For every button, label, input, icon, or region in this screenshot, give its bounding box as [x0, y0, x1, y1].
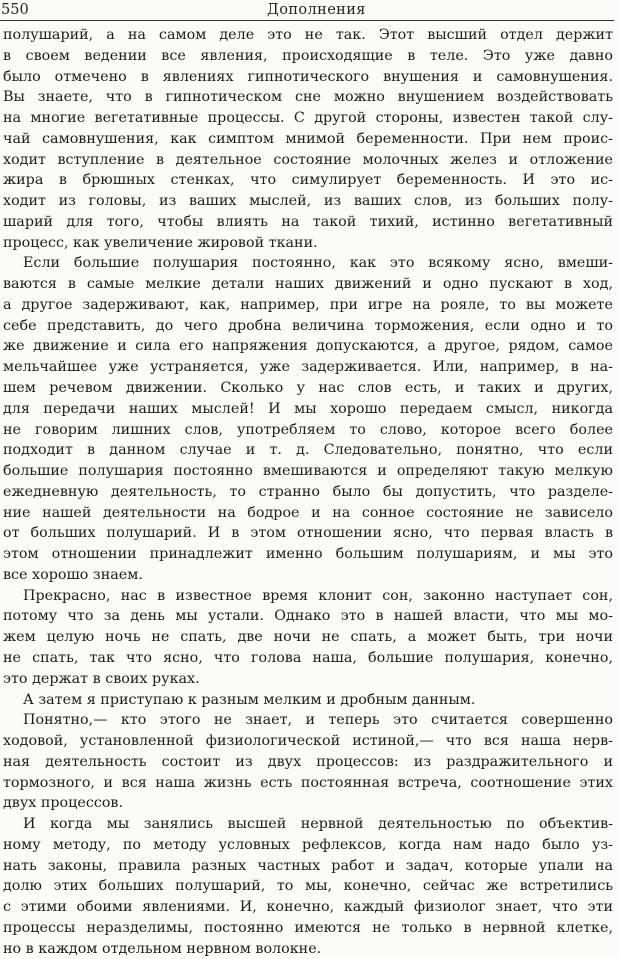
- text-line: шарий для того, чтобы влиять на такой тихий, истинно вегетативный: [3, 213, 613, 230]
- text-line: было отмечено в явлениях гипнотического внушения и самовнушения.: [3, 68, 613, 85]
- text-line: же движение и сила его напряжения допускаются, а другое, рядом, самое: [3, 338, 613, 355]
- text-line: потому что за день мы устали. Однако это в нашей власти, что мы мо-: [3, 608, 613, 625]
- text-line: не говорим лишних слов, употребляем то слово, которое всего более: [3, 421, 613, 438]
- text-line: жира в брюшных стенках, что симулирует беременность. И это ис-: [3, 172, 613, 189]
- text-line: на многие вегетативные процессы. С другой стороны, известен такой слу-: [3, 110, 613, 127]
- text-line: Прекрасно, нас в известное время клонит сон, законно наступает сон,: [23, 587, 613, 604]
- body-text: [3, 25, 613, 959]
- text-line: Если большие полушария постоянно, как это всякому ясно, вмеши-: [23, 255, 613, 272]
- text-line: ваются в самые мелкие детали наших движений и одно пускают в ход,: [3, 276, 613, 293]
- text-line: от больших полушарий. И в этом отношении ясно, что первая власть в: [3, 525, 613, 542]
- text-line: двух процессов.: [3, 795, 124, 812]
- text-line: ходит вступление в деятельное состояние молочных желез и отложение: [3, 151, 613, 168]
- text-line: долю этих больших полушарий, то мы, конечно, сейчас же встретились: [3, 878, 613, 895]
- text-line: в своем ведении все явления, происходящие в теле. Это уже давно: [3, 47, 613, 64]
- text-line: ежедневную деятельность, то странно было бы допустить, что разделе-: [3, 483, 613, 500]
- text-line: ная деятельность состоит из двух процессов: из раздражительного и: [3, 753, 613, 770]
- text-line: а другое задерживают, как, например, при игре на рояле, то вы можете: [3, 296, 613, 313]
- text-line: Понятно,— кто этого не знает, и теперь это считается совершенно: [23, 712, 613, 729]
- text-line: большие полушария постоянно вмешиваются и определяют такую мелкую: [3, 463, 613, 480]
- page-header: [0, 0, 620, 22]
- text-line: с этими обоими явлениями. И, конечно, каждый физиолог знает, что эти: [3, 899, 613, 916]
- text-line: подходит в данном случае и т. д. Следовательно, понятно, что если: [3, 442, 613, 459]
- page-number: 550: [1, 2, 29, 18]
- text-line: для передачи наших мыслей! И мы хорошо передаем смысл, никогда: [3, 400, 613, 417]
- text-line: ходовой, установленной физиологической истиной,— что вся наша нерв-: [3, 733, 613, 750]
- text-line: мельчайшее уже устраняется, уже задерживается. Или, например, в на-: [3, 359, 613, 376]
- text-line: себе представить, до чего дробна величина торможения, если одно и то: [3, 317, 613, 334]
- text-line: ние нашей деятельности на бодрое и на сонное состояние не зависело: [3, 504, 613, 521]
- text-line: этом отношении принадлежит именно большим полушариям, и мы это: [3, 546, 613, 563]
- text-line: И когда мы занялись высшей нервной деятельностью по объектив-: [23, 816, 613, 833]
- header-rule: [0, 20, 614, 21]
- text-line: ному методу, по методу условных рефлексов, когда нам надо было уз-: [3, 836, 613, 853]
- text-line: Вы знаете, что в гипнотическом сне можно внушением воздействовать: [3, 89, 613, 106]
- text-line: нать законы, правила разных частных работ и задач, которые упали на: [3, 857, 613, 874]
- text-line: все хорошо знаем.: [3, 566, 143, 583]
- text-line: чай самовнушения, как симптом мнимой беременности. При нем проис-: [3, 130, 613, 147]
- text-line: полушарий, а на самом деле это не так. Этот высший отдел держит: [3, 27, 613, 43]
- text-line: но в каждом отдельном нервном волокне.: [3, 940, 322, 957]
- text-line: это держат в своих руках.: [3, 670, 200, 687]
- running-head: Дополнения: [267, 2, 366, 18]
- text-line: тормозного, и вся наша жизнь есть постоянная встреча, соотношение этих: [3, 774, 613, 791]
- text-line: процесс, как увеличение жировой ткани.: [3, 234, 318, 251]
- text-line: А затем я приступаю к разным мелким и дробным данным.: [23, 691, 476, 708]
- text-line: шем речевом движении. Сколько у нас слов есть, и таких и других,: [3, 380, 613, 397]
- text-line: жем целую ночь не спать, две ночи не спать, а может быть, три ночи: [3, 629, 613, 646]
- text-line: процессы неразделимы, постоянно имеются не только в нервной клетке,: [3, 919, 613, 936]
- text-line: ходит из головы, из ваших мыслей, из ваших слов, из больших полу-: [3, 193, 613, 210]
- text-line: не спать, так что ясно, что голова наша, большие полушария, конечно,: [3, 649, 613, 666]
